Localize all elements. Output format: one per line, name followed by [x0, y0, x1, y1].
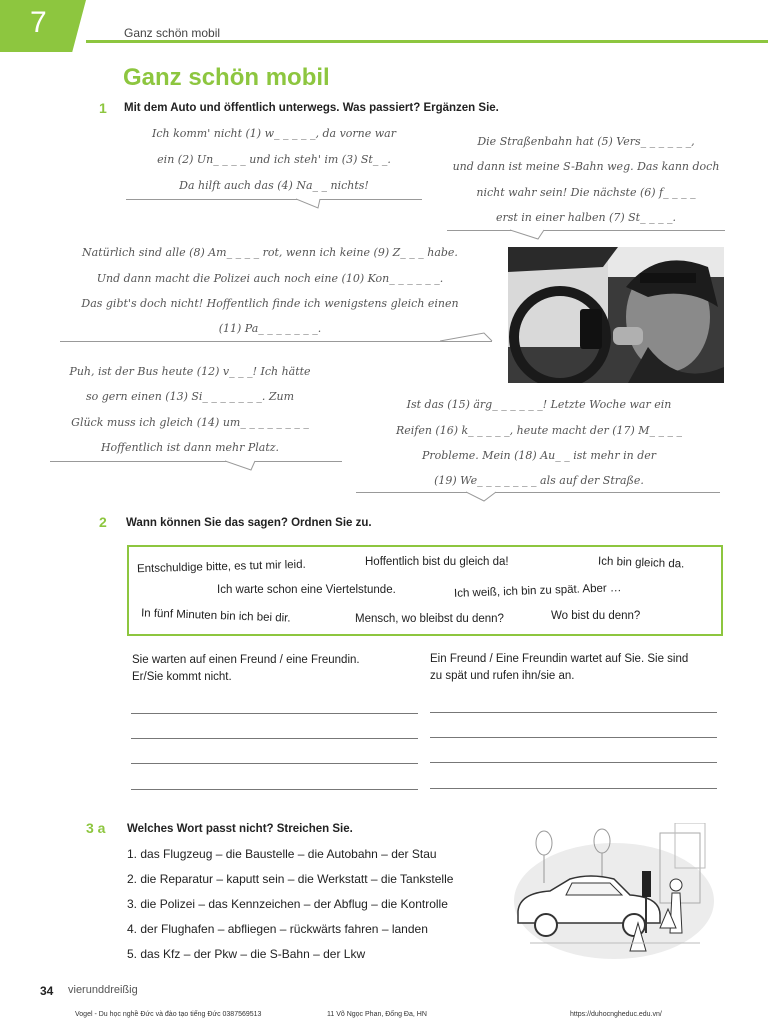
bubble-line: Natürlich sind alle (8) Am_ _ _ _ rot, wenn ich keine (9) Z_ _ _ habe. — [82, 246, 458, 259]
bubble-line: erst in einer halben (7) St_ _ _ _. — [495, 211, 677, 224]
bubble-tail — [510, 229, 550, 241]
list-item: 4. der Flughafen – abfliegen – rückwärts fahren – landen — [127, 922, 428, 936]
bubble-line: Die Straßenbahn hat (5) Vers_ _ _ _ _ _, — [477, 135, 695, 148]
bubble-rule — [356, 492, 720, 493]
chapter-number: 7 — [30, 6, 47, 39]
phrase-item: Mensch, wo bleibst du denn? — [355, 613, 504, 625]
phrase-item: In fünf Minuten bin ich bei dir. — [140, 607, 291, 625]
column-right-line: Ein Freund / Eine Freundin wartet auf Sie. Sie sind — [430, 653, 689, 665]
bubble-line: Und dann macht die Polizei auch noch eine (10) Kon_ _ _ _ _ _. — [96, 272, 444, 285]
bubble-line: Da hilft auch das (4) Na_ _ nichts! — [179, 179, 369, 192]
column-right-line: zu spät und rufen ihn/sie an. — [430, 670, 575, 682]
phrase-box — [127, 545, 723, 636]
list-item: 5. das Kfz – der Pkw – die S-Bahn – der Lkw — [127, 947, 366, 961]
footer-credit-link[interactable]: https://duhocngheduc.edu.vn/ — [570, 1011, 662, 1018]
answer-line-right[interactable] — [430, 737, 717, 738]
bubble-rule — [60, 341, 492, 342]
bubble-line: Das gibt's doch nicht! Hoffentlich finde ich wenigstens gleich einen — [81, 297, 459, 310]
driver-photo — [508, 247, 724, 383]
exercise-3a-number: 3 a — [86, 820, 106, 836]
list-item: 1. das Flugzeug – die Baustelle – die Autobahn – der Stau — [127, 847, 437, 861]
bubble-tail — [296, 198, 326, 210]
bubble-tail — [466, 491, 506, 503]
footer-credit-middle: 11 Võ Ngọc Phan, Đống Đa, HN — [327, 1011, 427, 1018]
bubble-line: (11) Pa_ _ _ _ _ _ _. — [218, 322, 322, 335]
exercise-1-instruction: Mit dem Auto und öffentlich unterwegs. Was passiert? Ergänzen Sie. — [124, 102, 499, 114]
page-number: 34 — [40, 984, 54, 998]
phrase-item: Wo bist du denn? — [551, 610, 641, 622]
bubble-line: Puh, ist der Bus heute (12) v_ _ _! Ich hätte — [69, 365, 311, 378]
running-title: Ganz schön mobil — [124, 26, 221, 40]
bubble-line: nicht wahr sein! Die nächste (6) f_ _ _ _ — [476, 186, 696, 199]
phrase-item: Entschuldige bitte, es tut mir leid. — [136, 558, 306, 576]
bubble-line: Ich komm' nicht (1) w_ _ _ _ _, da vorne war — [151, 127, 396, 140]
bubble-rule — [447, 230, 725, 231]
column-left-line: Sie warten auf einen Freund / eine Freundin. — [132, 654, 360, 666]
phrase-item: Hoffentlich bist du gleich da! — [365, 556, 509, 568]
answer-line-right[interactable] — [430, 788, 717, 789]
answer-line-right[interactable] — [430, 712, 717, 713]
phrase-item: Ich warte schon eine Viertelstunde. — [217, 584, 396, 596]
list-item: 2. die Reparatur – kaputt sein – die Werkstatt – die Tankstelle — [127, 872, 454, 886]
answer-line-right[interactable] — [430, 762, 717, 763]
answer-line-left[interactable] — [131, 763, 418, 764]
column-left-line: Er/Sie kommt nicht. — [132, 671, 232, 683]
footer-credit-left: Vogel - Du học nghề Đức và đào tạo tiếng Đức 0387569513 — [75, 1011, 262, 1018]
column-left-heading — [132, 652, 360, 686]
exercise-1-number: 1 — [99, 100, 107, 116]
column-right-heading — [430, 651, 688, 685]
header-rule — [86, 40, 768, 43]
bubble-line: (19) We_ _ _ _ _ _ _ als auf der Straße. — [434, 474, 644, 487]
bubble-line: so gern einen (13) Si_ _ _ _ _ _ _. Zum — [85, 390, 295, 403]
bubble-line: Probleme. Mein (18) Au_ _ ist mehr in der — [421, 449, 657, 462]
bubble-line: Ist das (15) ärg_ _ _ _ _ _! Letzte Woche war ein — [406, 398, 672, 411]
bubble-line: Reifen (16) k_ _ _ _ _, heute macht der (17) M_ _ _ _ — [395, 424, 683, 437]
bubble-line: ein (2) Un_ _ _ _ und ich steh' im (3) St_ _. — [157, 153, 391, 166]
bubble-tail — [440, 332, 500, 344]
phrase-item: Ich weiß, ich bin zu spät. Aber … — [453, 582, 622, 600]
phrase-item: Ich bin gleich da. — [597, 555, 685, 571]
bubble-line: und dann ist meine S-Bahn weg. Das kann doch — [452, 160, 720, 173]
exercise-3a-instruction: Welches Wort passt nicht? Streichen Sie. — [127, 823, 353, 835]
bubble-rule — [50, 461, 342, 462]
bubble-line: Glück muss ich gleich (14) um_ _ _ _ _ _ _ _ — [71, 416, 309, 429]
list-item: 3. die Polizei – das Kennzeichen – der Abflug – die Kontrolle — [127, 897, 448, 911]
answer-line-left[interactable] — [131, 789, 418, 790]
page-number-word: vierunddreißig — [68, 984, 138, 996]
page-title: Ganz schön mobil — [123, 64, 330, 91]
exercise-2-instruction: Wann können Sie das sagen? Ordnen Sie zu. — [126, 517, 372, 529]
bubble-rule — [126, 199, 422, 200]
traffic-illustration — [510, 823, 718, 961]
bubble-tail — [225, 460, 265, 472]
exercise-2-number: 2 — [99, 514, 107, 530]
answer-line-left[interactable] — [131, 738, 418, 739]
answer-line-left[interactable] — [131, 713, 418, 714]
bubble-line: Hoffentlich ist dann mehr Platz. — [100, 441, 280, 454]
